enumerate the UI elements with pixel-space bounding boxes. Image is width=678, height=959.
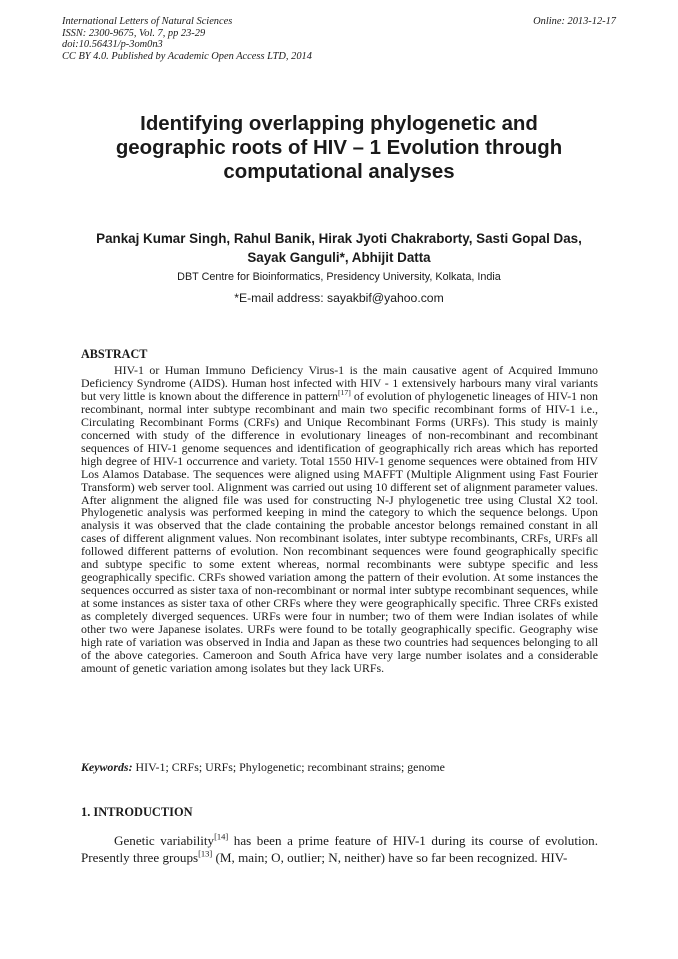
keywords — [81, 760, 598, 774]
citation-ref[interactable]: [13] — [198, 848, 213, 859]
abstract-body — [81, 364, 598, 675]
title-line-1: Identifying overlapping phylogenetic and — [140, 113, 538, 135]
journal-name: International Letters of Natural Sciences — [62, 16, 233, 27]
authors-line-1: Pankaj Kumar Singh, Rahul Banik, Hirak Jyoti Chakraborty, Sasti Gopal Das, — [96, 231, 582, 246]
abstract-heading: ABSTRACT — [81, 347, 148, 361]
journal-doi[interactable]: doi:10.56431/p-3om0n3 — [62, 39, 163, 51]
intro-text-3: (M, main; O, outlier; N, neither) have so far been recognized. HIV- — [212, 850, 568, 865]
section-heading-introduction: 1. INTRODUCTION — [81, 805, 193, 819]
intro-text-1: Genetic variability — [114, 833, 215, 848]
keywords-colon: : — [128, 760, 133, 774]
authors-line-2: Sayak Ganguli*, Abhijit Datta — [247, 250, 431, 265]
affiliation: DBT Centre for Bioinformatics, Presidency University, Kolkata, India — [177, 271, 501, 283]
paper-title — [60, 112, 618, 184]
journal-header — [62, 16, 312, 62]
title-line-2: geographic roots of HIV – 1 Evolution through — [115, 137, 563, 159]
citation-ref[interactable]: [14] — [214, 831, 229, 842]
title-line-3: computational analyses — [223, 161, 455, 183]
author-list — [70, 229, 608, 267]
journal-license: CC BY 4.0. Published by Academic Open Access LTD, 2014 — [62, 50, 312, 62]
intro-text-2: has been a prime feature of HIV-1 during its course of evolution. Presently three groups — [81, 833, 598, 865]
online-date: Online: 2013-12-17 — [533, 16, 616, 27]
journal-issn: ISSN: 2300-9675, Vol. 7, pp 23-29 — [62, 27, 206, 39]
keywords-label: Keywords — [81, 760, 129, 774]
abstract-text-1: HIV-1 or Human Immuno Deficiency Virus-1 is the main causative agent of Acquired Immuno Deficiency Syndrome (AIDS). Human host infected with HIV - 1 extensively harbours many viral variants but very little is known about the difference in pattern — [81, 363, 598, 403]
keywords-text: HIV-1; CRFs; URFs; Phylogenetic; recombinant strains; genome — [132, 760, 445, 774]
corresponding-email[interactable]: *E-mail address: sayakbif@yahoo.com — [234, 291, 444, 305]
abstract-text-2: of evolution of phylogenetic lineages of HIV-1 non recombinant, normal inter subtype recombinant and main two specific recombinant forms of HIV-1 i.e., Circulating Recombinant Forms (CRFs) and Unique Recombinant Forms (URFs). This study is mainly concerned with study of the difference in evolutionary lineages of non-recombinant and recombinant sequences of HIV-1 genome sequences and identification of geographically rich areas which has reported high degree of HIV-1 occurrence and variety. Total 1550 HIV-1 genome sequences were obtained from HIV Los Alamos Database. The sequences were aligned using MAFFT (Multiple Alignment using Fast Fourier Transform) web server tool. Alignment was carried out using 10 different set of alignment parameter values. After alignment the aligned file was used for constructing N-J phylogenetic tree using Clustal X2 tool. Phylogenetic analysis was performed keeping in mind the category to which the sequence belongs. Upon analysis it was observed that the clade containing the probable ancestor belongs remained constant in all cases of different alignment values. Non recombinant isolates, inter subtype recombinants, CRFs, URFs all followed different patterns of evolution. Non recombinant sequences were found geographically specific and subtype specific to some extent whereas, normal recombinants were subtype specific and less geographically specific. CRFs showed variation among the pattern of their evolution. At some instances the sequences occurred as sister taxa of non-recombinant or normal inter subtype recombinant sequences, while at some instances as sister taxa of other CRFs where they were geographically specific. Three CRFs existed as completely diverged sequences. URFs were four in number; two of them were Indian isolates of while other two were Japanese isolates. URFs were found to be totally geographically specific. Geography wise high rate of variation was observed in India and Japan as these two countries had sequences belonging to all of the above categories. Cameroon and South Africa have very large number isolates and a considerable amount of genetic variation among isolates but they lack URFs. — [81, 388, 598, 675]
introduction-paragraph — [81, 832, 598, 866]
citation-ref[interactable]: [17] — [337, 387, 351, 397]
